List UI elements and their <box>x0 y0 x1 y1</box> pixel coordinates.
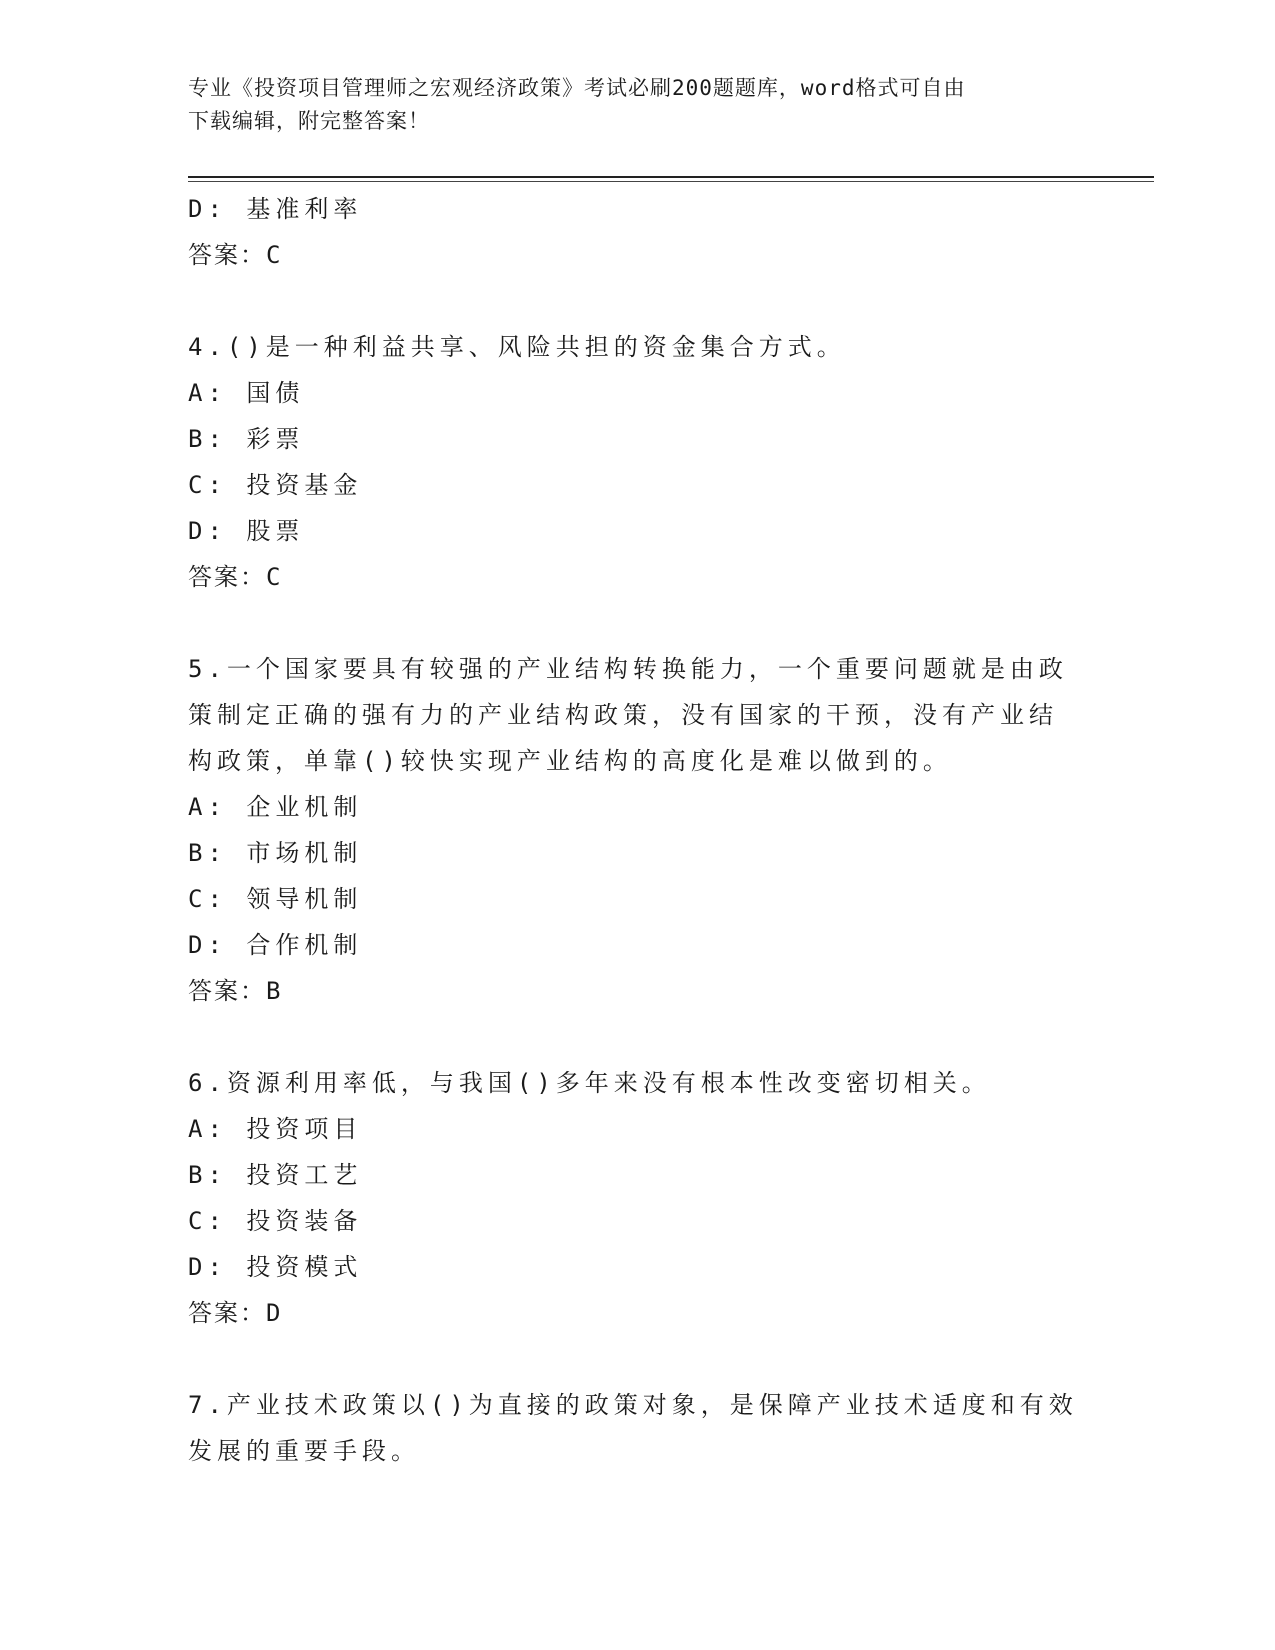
header-rule-thick <box>188 176 1154 178</box>
question-6 <box>188 1060 1068 1336</box>
spacer <box>188 278 1068 324</box>
header-line-1: 专业《投资项目管理师之宏观经济政策》考试必刷200题题库，word格式可自由 <box>188 76 966 100</box>
question-text-line-3: 构政策，单靠()较快实现产业结构的高度化是难以做到的。 <box>188 747 952 775</box>
option-d: D: 合作机制 <box>188 931 363 959</box>
question-5 <box>188 646 1068 1014</box>
answer: 答案：C <box>188 241 283 269</box>
question-text-line-2: 策制定正确的强有力的产业结构政策，没有国家的干预，没有产业结 <box>188 701 1058 729</box>
document-header <box>188 72 1068 138</box>
answer: 答案：D <box>188 1299 283 1327</box>
question-text-line-1: 5.一个国家要具有较强的产业结构转换能力，一个重要问题就是由政 <box>188 655 1068 683</box>
question-text-line-1: 7.产业技术政策以()为直接的政策对象，是保障产业技术适度和有效 <box>188 1391 1078 1419</box>
spacer <box>188 1014 1068 1060</box>
option-a: A: 企业机制 <box>188 793 363 821</box>
question-text: 4.()是一种利益共享、风险共担的资金集合方式。 <box>188 333 846 361</box>
question-list <box>188 186 1078 1474</box>
option-b: B: 投资工艺 <box>188 1161 363 1189</box>
answer: 答案：B <box>188 977 283 1005</box>
option-b: B: 市场机制 <box>188 839 363 867</box>
option-b: B: 彩票 <box>188 425 305 453</box>
option-d: D: 基准利率 <box>188 195 363 223</box>
spacer <box>188 600 1068 646</box>
option-c: C: 领导机制 <box>188 885 363 913</box>
header-rule-thin <box>188 181 1154 182</box>
answer: 答案：C <box>188 563 283 591</box>
header-line-2: 下载编辑，附完整答案！ <box>188 109 430 133</box>
option-c: C: 投资装备 <box>188 1207 363 1235</box>
spacer <box>188 1336 1068 1382</box>
question-3-tail <box>188 186 1068 278</box>
question-4 <box>188 324 1068 600</box>
question-text: 6.资源利用率低，与我国()多年来没有根本性改变密切相关。 <box>188 1069 991 1097</box>
option-d: D: 股票 <box>188 517 305 545</box>
option-d: D: 投资模式 <box>188 1253 363 1281</box>
question-7 <box>188 1382 1078 1474</box>
option-a: A: 投资项目 <box>188 1115 363 1143</box>
question-text-line-2: 发展的重要手段。 <box>188 1437 420 1465</box>
option-c: C: 投资基金 <box>188 471 363 499</box>
option-a: A: 国债 <box>188 379 305 407</box>
